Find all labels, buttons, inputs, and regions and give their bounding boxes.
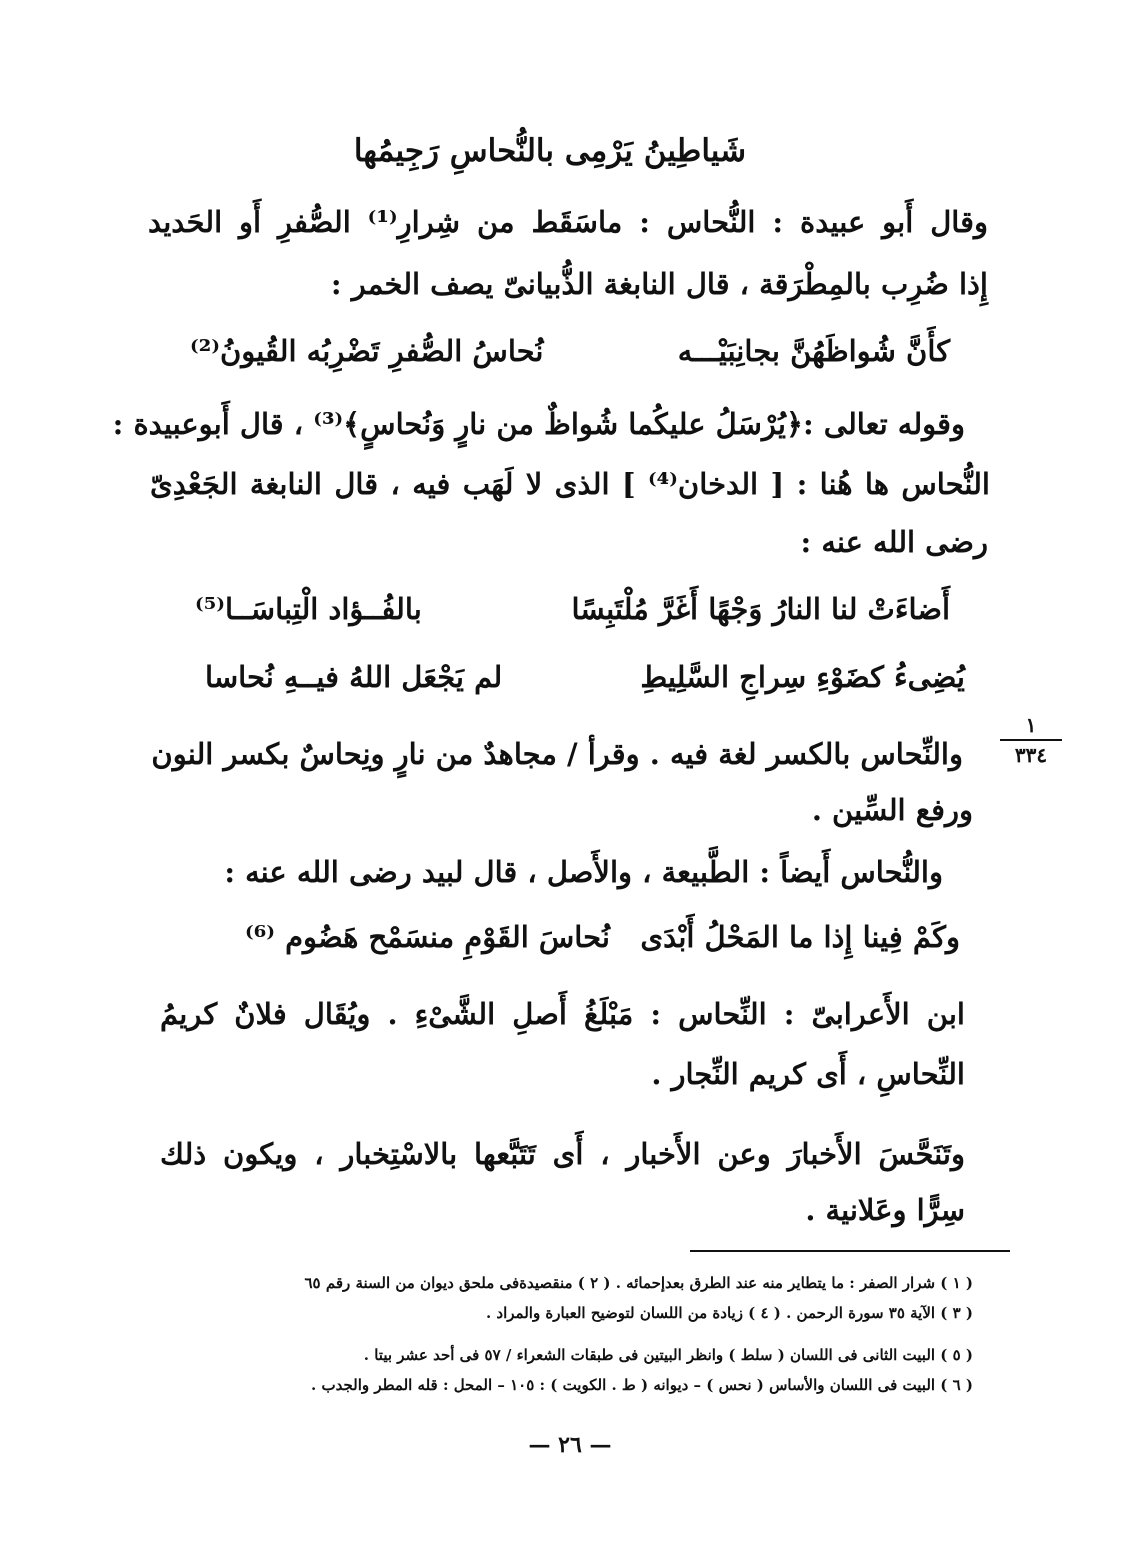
footnote-line: ( ١ ) شرار الصفر : ما يتطاير منه عند الطرق بعدإحمائه . ( ٢ ) منقصيدةفى ملحق ديوان من السنة رقم ٦٥ [304, 1274, 973, 1292]
verse-4 [245, 920, 960, 960]
paragraph-line: وتَنَحَّسَ الأَخبارَ وعن الأَخبار ، أَى تَتَبَّعها بالاسْتِخبار ، ويكون ذلك [160, 1137, 965, 1171]
margin-folio-bottom: ٣٣٤ [1014, 743, 1048, 767]
paragraph-line: والنِّحاس بالكسر لغة فيه . وقرأ / مجاهدٌ من نارٍ ونِحاسٌ بكسر النون [151, 737, 963, 771]
paragraph-line: إِذا ضُرِب بالمِطْرَقة ، قال النابغة الذُّبيانىّ يصف الخمر : [330, 267, 988, 301]
verse-3 [205, 660, 965, 700]
verse-hemistich-left: لم يَجْعَل اللهُ فيــهِ نُحاسا [205, 660, 503, 694]
footnote-line: ( ٥ ) البيت الثانى فى اللسان ( سلط ) وانظر البيتين فى طبقات الشعراء / ٥٧ فى أحد عشر بيتا . [363, 1346, 973, 1364]
verse-2 [195, 592, 950, 632]
margin-folio-rule [1000, 739, 1062, 741]
paragraph-line: سِرًّا وعَلانية . [805, 1193, 965, 1227]
verse-1 [190, 334, 950, 374]
margin-folio-top: ١ [1025, 713, 1037, 737]
footnote-line: ( ٣ ) الآية ٣٥ سورة الرحمن . ( ٤ ) زيادة من اللسان لتوضيح العبارة والمراد . [485, 1304, 973, 1322]
paragraph-line: وقوله تعالى :﴿يُرْسَلُ عليكُما شُواظٌ من نارٍ وَنُحاسٍ﴾⁽³⁾ ، قال أَبوعبيدة : [112, 407, 965, 441]
verse-hemistich-right: كأَنَّ شُواظَهُنَّ بجانِبَيْـــه [677, 334, 950, 368]
footnote-line: ( ٦ ) البيت فى اللسان والأساس ( نحس ) – ديوانه ( ط . الكويت ) : ١٠٥ – المحل : قله المطر والجدب . [311, 1376, 973, 1394]
verse-hemistich-left: نُحاسُ الصُّفرِ تَضْرِبُه القُيونُ⁽²⁾ [190, 334, 544, 368]
page-title: شَياطِينُ يَرْمِى بالنُّحاسِ رَجِيمُها [353, 133, 747, 169]
verse-hemistich-left: بالفُــؤاد الْتِباسَــا⁽⁵⁾ [195, 592, 422, 626]
paragraph-line: النُّحاس ها هُنا : [ الدخان⁽⁴⁾ ] الذى لا لَهَب فيه ، قال النابغة الجَعْدِىّ [150, 467, 990, 501]
footnote-divider [690, 1250, 1010, 1252]
verse-hemistich-right: وكَمْ فِينا إِذا ما المَحْلُ أَبْدَى [640, 920, 960, 954]
verse-hemistich-right: يُضِىءُ كضَوْءِ سِراجِ السَّلِيطِ [640, 660, 965, 694]
verse-hemistich-right: أَضاءَتْ لنا النارُ وَجْهًا أَغَرَّ مُلْتَبِسًا [571, 592, 950, 626]
paragraph-line: رضى الله عنه : [800, 525, 988, 559]
verse-hemistich-left: نُحاسَ القَوْمِ منسَمْح هَضُوم ⁽⁶⁾ [245, 920, 610, 954]
paragraph-line: ابن الأَعرابىّ : النِّحاس : مَبْلَغُ أَصلِ الشَّىْءِ . ويُقَال فلانٌ كريمُ [160, 997, 965, 1031]
paragraph-line: ورفع السِّين . [811, 793, 973, 827]
margin-folio-note [1000, 713, 1062, 767]
paragraph-line: النِّحاسِ ، أَى كريم النِّجار . [651, 1057, 965, 1091]
paragraph-line: وقال أَبو عبيدة : النُّحاس : ماسَقَط من شِرارِ⁽¹⁾ الصُّفرِ أَو الحَديد [148, 205, 988, 239]
page-number: — ٢٦ — [528, 1432, 612, 1458]
paragraph-line: والنُّحاس أَيضاً : الطَّبيعة ، والأَصل ، قال لبيد رضى الله عنه : [224, 855, 943, 889]
